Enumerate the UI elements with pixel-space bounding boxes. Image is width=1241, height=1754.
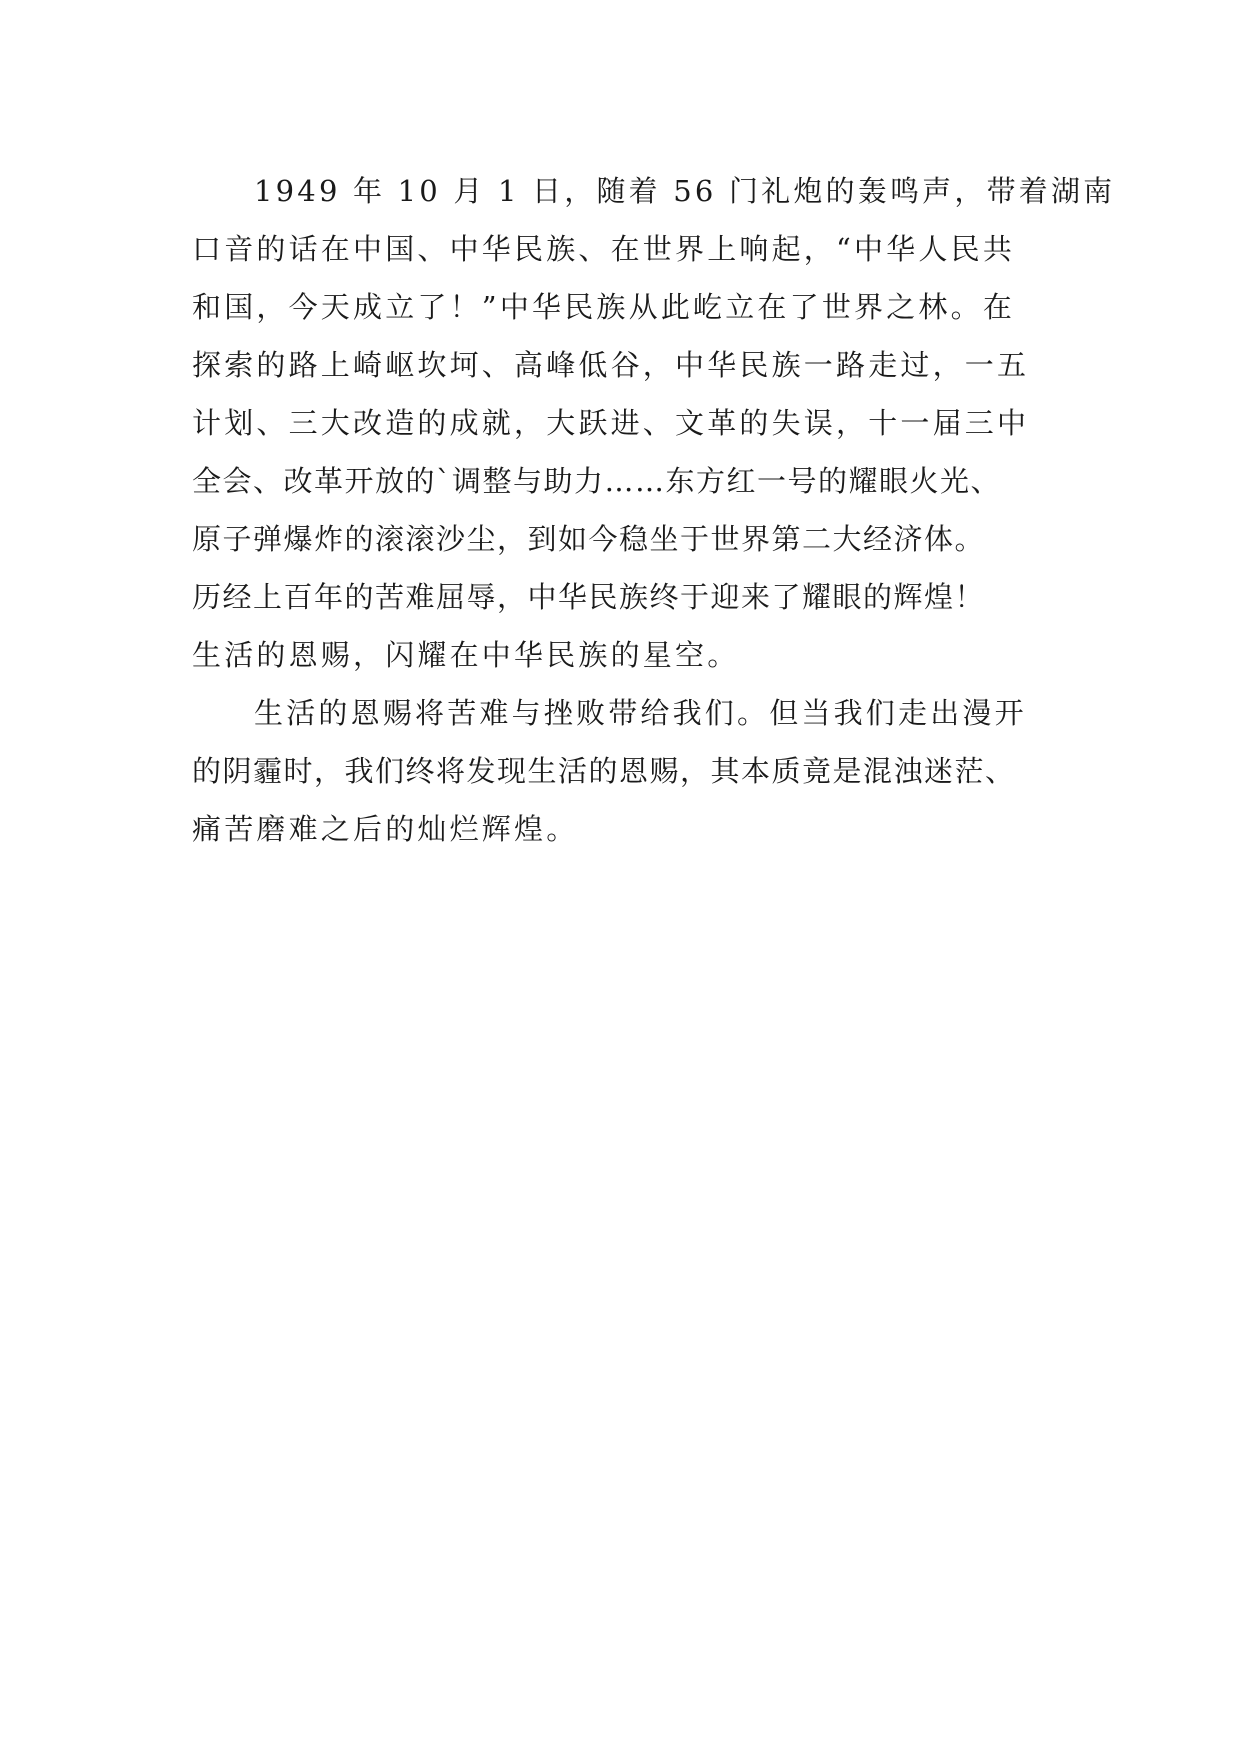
text-line: 历经上百年的苦难屈辱，中华民族终于迎来了耀眼的辉煌！ [192,580,986,614]
text-line: 探索的路上崎岖坎坷、高峰低谷，中华民族一路走过，一五 [192,348,1030,382]
text-line: 计划、三大改造的成就，大跃进、文革的失误，十一届三中 [192,406,1030,440]
text-line: 生活的恩赐，闪耀在中华民族的星空。 [192,638,740,672]
text-line: 痛苦磨难之后的灿烂辉煌。 [192,812,579,846]
text-line: 1949 年 10 月 1 日，随着 56 门礼炮的轰鸣声，带着湖南 [254,174,1116,208]
paragraph-1 [192,162,1116,684]
text-line: 原子弹爆炸的滚滚沙尘，到如今稳坐于世界第二大经济体。 [192,522,986,556]
text-line: 的阴霾时，我们终将发现生活的恩赐，其本质竟是混浊迷茫、 [192,754,1016,788]
paragraph-2 [192,684,1072,858]
text-line: 口音的话在中国、中华民族、在世界上响起，“中华人民共 [192,232,1016,266]
text-line: 生活的恩赐将苦难与挫败带给我们。但当我们走出漫开 [254,696,1027,730]
text-line: 全会、改革开放的`调整与助力……东方红一号的耀眼火光、 [192,464,1002,498]
body-text [192,162,1116,858]
text-line: 和国，今天成立了！”中华民族从此屹立在了世界之林。在 [192,290,1016,324]
